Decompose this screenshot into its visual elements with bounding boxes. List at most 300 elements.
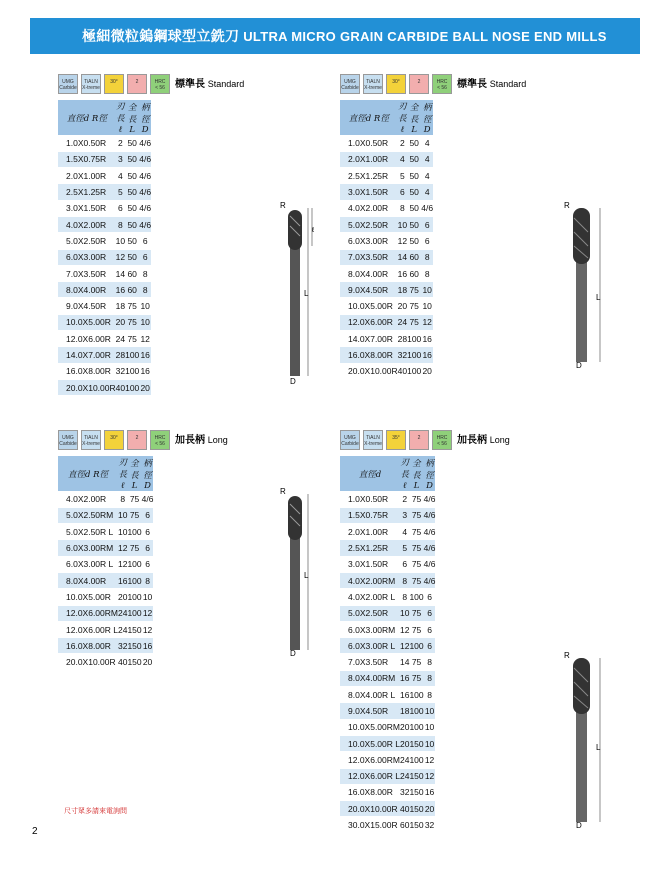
dim-r-4: R	[564, 651, 570, 660]
table-row	[58, 540, 153, 556]
panel-header	[58, 74, 244, 96]
umg-carbide-icon	[58, 74, 78, 94]
umg-carbide-icon	[340, 430, 360, 450]
badge-line: UMG	[344, 435, 356, 441]
table-row	[340, 589, 435, 605]
table-cell: 2.0X1.00R	[340, 151, 398, 167]
table-cell: 8	[139, 265, 151, 281]
table-cell: 40	[118, 654, 127, 670]
table-cell: 50	[407, 233, 421, 249]
table-cell: 10	[421, 298, 433, 314]
badge-line: < 56	[437, 85, 447, 91]
table-cell: 4.0X2.00R	[58, 216, 116, 232]
table-cell: 12.0X6.00R L	[58, 621, 118, 637]
table-cell: 50	[125, 233, 139, 249]
table-row	[58, 363, 151, 379]
flute-count-icon	[409, 74, 429, 94]
table-row	[340, 572, 435, 588]
panel-label	[175, 74, 244, 95]
table-cell: 8	[398, 200, 407, 216]
table-cell: 100	[407, 331, 421, 347]
table-cell: 40	[398, 363, 407, 379]
table-cell: 2	[116, 135, 125, 151]
table-cell: 12	[424, 752, 436, 768]
column-header: 直徑d R徑	[58, 100, 116, 135]
hrc-icon	[432, 74, 452, 94]
table-cell: 3.0X1.50R	[340, 556, 400, 572]
table-cell: 18	[116, 298, 125, 314]
table-row	[58, 135, 151, 151]
table-cell: 32	[118, 638, 127, 654]
panel-label-zh: 加長柄	[457, 435, 487, 446]
table-cell: 75	[409, 605, 423, 621]
table-cell: 32	[400, 784, 409, 800]
table-cell: 20.0X10.00R	[58, 654, 118, 670]
table-cell: 32	[398, 347, 407, 363]
table-cell: 2	[400, 491, 409, 507]
table-cell: 6	[424, 589, 436, 605]
helix-angle: 30°	[110, 79, 118, 85]
table-cell: 4/6	[139, 216, 151, 232]
table-row	[340, 331, 433, 347]
table-cell: 10.0X5.00R L	[340, 735, 400, 751]
table-cell: 28	[398, 331, 407, 347]
table-row	[340, 135, 433, 151]
table-cell: 2.0X1.00R	[340, 524, 400, 540]
table-cell: 12.0X6.00R	[340, 314, 398, 330]
table-row	[58, 379, 151, 395]
table-cell: 12.0X6.00RM	[340, 752, 400, 768]
table-cell: 6.0X3.00RM	[58, 540, 118, 556]
table-cell: 1.0X0.50R	[340, 491, 400, 507]
table-cell: 50	[407, 216, 421, 232]
banner-title-zh: 極細微粒鎢鋼球型立銑刀	[82, 28, 240, 44]
table-cell: 14.0X7.00R	[58, 347, 116, 363]
badge-line: TiALN	[366, 435, 380, 441]
table-row	[340, 687, 435, 703]
table-cell: 100	[127, 589, 141, 605]
helix-angle-icon	[104, 430, 124, 450]
table-cell: 4	[116, 168, 125, 184]
table-cell: 8	[139, 282, 151, 298]
dim-r: R	[280, 201, 286, 210]
badge-line: UMG	[62, 79, 74, 85]
table-cell: 12	[118, 556, 127, 572]
table-cell: 24	[400, 768, 409, 784]
table-row	[58, 556, 153, 572]
table-cell: 8	[400, 572, 409, 588]
table-cell: 8	[116, 216, 125, 232]
table-row	[58, 331, 151, 347]
column-header: 全長 L	[407, 100, 421, 135]
table-cell: 16	[118, 572, 127, 588]
table-cell: 6	[424, 621, 436, 637]
table-row	[340, 801, 435, 817]
table-row	[340, 719, 435, 735]
table-row	[340, 491, 435, 507]
column-header: 柄徑 D	[142, 456, 154, 491]
table-cell: 1.5X0.75R	[58, 151, 116, 167]
table-cell: 6	[139, 249, 151, 265]
table-cell: 10	[424, 719, 436, 735]
column-header: 全長 L	[125, 100, 139, 135]
table-cell: 4.0X2.00R	[58, 491, 118, 507]
table-cell: 4	[398, 151, 407, 167]
table-row	[58, 314, 151, 330]
table-cell: 150	[127, 621, 141, 637]
table-cell: 10	[400, 605, 409, 621]
flute-count-icon	[127, 74, 147, 94]
table-cell: 16	[139, 347, 151, 363]
table-cell: 6.0X3.00R L	[340, 638, 400, 654]
dim-L-3: L	[304, 571, 309, 580]
table-cell: 50	[407, 168, 421, 184]
table-cell: 3.0X1.50R	[58, 200, 116, 216]
table-row	[58, 151, 151, 167]
panel-header	[340, 430, 510, 452]
table-cell: 100	[409, 719, 423, 735]
dim-L-2: L	[596, 293, 601, 302]
table-row	[58, 638, 153, 654]
table-cell: 4/6	[424, 556, 436, 572]
table-cell: 10	[421, 282, 433, 298]
table-cell: 12	[116, 249, 125, 265]
table-cell: 100	[127, 556, 141, 572]
table-cell: 150	[127, 638, 141, 654]
table-cell: 8.0X4.00R	[340, 265, 398, 281]
table-cell: 50	[407, 200, 421, 216]
table-row	[340, 524, 435, 540]
table-cell: 9.0X4.50R	[58, 298, 116, 314]
table-row	[340, 784, 435, 800]
badge-line: < 56	[437, 441, 447, 447]
panel-label	[457, 430, 510, 451]
table-cell: 100	[409, 703, 423, 719]
table-cell: 8	[142, 572, 154, 588]
hrc-icon	[150, 74, 170, 94]
table-row	[58, 347, 151, 363]
table-row	[340, 768, 435, 784]
table-cell: 12	[139, 331, 151, 347]
table-cell: 16	[139, 363, 151, 379]
table-row	[340, 556, 435, 572]
table-cell: 2.0X1.00R	[58, 168, 116, 184]
table-cell: 50	[125, 200, 139, 216]
table-cell: 14.0X7.00R	[340, 331, 398, 347]
banner-title-en: ULTRA MICRO GRAIN CARBIDE BALL NOSE END MILLS	[243, 29, 607, 44]
column-header: 刃長 ℓ	[400, 458, 409, 491]
table-cell: 6	[142, 540, 154, 556]
table-cell: 32	[424, 817, 436, 833]
table-cell: 24	[118, 621, 127, 637]
table-cell: 8	[424, 687, 436, 703]
badge-line: HRC	[154, 79, 166, 85]
table-cell: 75	[409, 556, 423, 572]
table-cell: 10.0X5.00RM	[340, 719, 400, 735]
table-cell: 16	[421, 331, 433, 347]
table-row	[58, 282, 151, 298]
table-row	[58, 168, 151, 184]
table-cell: 16	[421, 347, 433, 363]
table-cell: 24	[118, 605, 127, 621]
table-row	[340, 638, 435, 654]
dim-l: ℓ	[312, 227, 315, 234]
table-cell: 12	[142, 621, 154, 637]
table-cell: 75	[407, 298, 421, 314]
spec-table	[340, 456, 435, 834]
table-row	[340, 168, 433, 184]
table-cell: 6	[421, 233, 433, 249]
badge-line: TiALN	[366, 79, 380, 85]
table-cell: 4/6	[139, 135, 151, 151]
table-row	[58, 200, 151, 216]
dim-r-2: R	[564, 201, 570, 210]
hrc-icon	[432, 430, 452, 450]
table-row	[58, 507, 153, 523]
table-row	[340, 216, 433, 232]
table-row	[340, 184, 433, 200]
table-row	[340, 347, 433, 363]
table-cell: 4/6	[421, 200, 433, 216]
table-cell: 75	[409, 670, 423, 686]
table-row	[340, 540, 435, 556]
umg-carbide-icon	[340, 74, 360, 94]
table-cell: 6	[142, 556, 154, 572]
table-cell: 4	[421, 135, 433, 151]
table-row	[340, 200, 433, 216]
table-cell: 1.0X0.50R	[58, 135, 116, 151]
flute-count: 2	[417, 79, 421, 85]
table-cell: 50	[125, 135, 139, 151]
table-cell: 4/6	[424, 572, 436, 588]
table-cell: 6	[116, 200, 125, 216]
table-cell: 4/6	[142, 491, 154, 507]
table-cell: 5.0X2.50R	[58, 233, 116, 249]
column-header: 刃長 ℓ	[398, 102, 407, 135]
tialn-coating-icon	[81, 430, 101, 450]
table-cell: 12.0X6.00R	[58, 331, 116, 347]
table-cell: 6.0X3.00RM	[340, 621, 400, 637]
tool-drawing-1	[278, 196, 318, 386]
panel-label-en: Standard	[207, 79, 245, 89]
table-cell: 40	[116, 379, 125, 395]
table-row	[340, 670, 435, 686]
table-cell: 12	[400, 621, 409, 637]
table-cell: 12	[421, 314, 433, 330]
dim-L-4: L	[596, 743, 601, 752]
table-cell: 100	[409, 638, 423, 654]
table-cell: 50	[125, 151, 139, 167]
table-cell: 75	[125, 331, 139, 347]
table-cell: 9.0X4.50R	[340, 282, 398, 298]
flute-count-icon	[127, 430, 147, 450]
table-cell: 60	[125, 282, 139, 298]
column-header: 柄徑 D	[139, 100, 151, 135]
table-cell: 2	[398, 135, 407, 151]
table-cell: 12.0X6.00RM	[58, 605, 118, 621]
table-cell: 8.0X4.00R L	[340, 687, 400, 703]
table-cell: 12.0X6.00R L	[340, 768, 400, 784]
table-row	[340, 265, 433, 281]
table-cell: 10	[118, 507, 127, 523]
table-cell: 20.0X10.00R	[58, 379, 116, 395]
table-row	[58, 265, 151, 281]
table-row	[58, 233, 151, 249]
table-cell: 40	[400, 801, 409, 817]
table-cell: 4/6	[424, 507, 436, 523]
panel-header	[58, 430, 228, 452]
table-cell: 14	[400, 654, 409, 670]
table-row	[58, 216, 151, 232]
table-cell: 75	[127, 507, 141, 523]
table-cell: 100	[409, 589, 423, 605]
table-cell: 4/6	[424, 540, 436, 556]
panel-label-zh: 標準長	[175, 79, 205, 90]
table-cell: 10	[116, 233, 125, 249]
table-cell: 16	[142, 638, 154, 654]
panel-label-zh: 標準長	[457, 79, 487, 90]
table-cell: 100	[127, 524, 141, 540]
badge-line: X-treme	[82, 441, 100, 447]
table-cell: 8.0X4.00RM	[340, 670, 400, 686]
table-cell: 20	[116, 314, 125, 330]
flute-count-icon	[409, 430, 429, 450]
table-cell: 100	[125, 347, 139, 363]
table-cell: 12	[400, 638, 409, 654]
panel-header	[340, 74, 526, 96]
table-cell: 75	[125, 298, 139, 314]
table-cell: 8	[424, 654, 436, 670]
table-cell: 4.0X2.00R L	[340, 589, 400, 605]
table-cell: 4.0X2.00RM	[340, 572, 400, 588]
panel-label-en: Long	[489, 435, 510, 445]
table-row	[340, 735, 435, 751]
table-cell: 5.0X2.50R	[340, 605, 400, 621]
table-cell: 6	[424, 638, 436, 654]
table-cell: 8	[424, 670, 436, 686]
table-row	[340, 621, 435, 637]
table-cell: 10	[424, 703, 436, 719]
table-cell: 8	[421, 265, 433, 281]
table-cell: 24	[116, 331, 125, 347]
helix-angle: 35°	[392, 435, 400, 441]
table-cell: 2.5X1.25R	[340, 168, 398, 184]
dim-D-3: D	[290, 649, 296, 658]
tialn-coating-icon	[363, 74, 383, 94]
table-cell: 16.0X8.00R	[340, 347, 398, 363]
table-row	[340, 233, 433, 249]
table-row	[340, 282, 433, 298]
dim-r-3: R	[280, 487, 286, 496]
badge-line: Carbide	[341, 441, 359, 447]
column-header: 柄徑 D	[421, 100, 433, 135]
table-cell: 75	[409, 540, 423, 556]
table-cell: 150	[409, 801, 423, 817]
badge-line: HRC	[154, 435, 166, 441]
table-cell: 10	[398, 216, 407, 232]
table-cell: 10.0X5.00R	[58, 589, 118, 605]
table-cell: 75	[127, 540, 141, 556]
table-cell: 20.0X10.00R	[340, 801, 400, 817]
table-row	[340, 507, 435, 523]
column-header: 直徑d	[340, 456, 400, 491]
table-cell: 20	[400, 735, 409, 751]
footer-note: 尺寸眾多請來電詢問	[64, 808, 127, 815]
badge-line: < 56	[155, 441, 165, 447]
flute-count: 2	[135, 435, 139, 441]
table-cell: 100	[407, 363, 421, 379]
badge-line: < 56	[155, 85, 165, 91]
table-cell: 75	[409, 524, 423, 540]
table-row	[58, 184, 151, 200]
table-cell: 4.0X2.00R	[340, 200, 398, 216]
table-cell: 14	[116, 265, 125, 281]
table-cell: 16.0X8.00R	[58, 363, 116, 379]
table-cell: 100	[125, 379, 139, 395]
spec-table	[58, 100, 151, 396]
hrc-icon	[150, 430, 170, 450]
table-cell: 20	[421, 363, 433, 379]
table-cell: 12	[142, 605, 154, 621]
table-cell: 2.5X1.25R	[58, 184, 116, 200]
tool-drawing-4	[562, 650, 606, 830]
table-cell: 5.0X2.50RM	[58, 507, 118, 523]
table-cell: 6.0X3.00R	[58, 249, 116, 265]
table-cell: 12	[398, 233, 407, 249]
tialn-coating-icon	[81, 74, 101, 94]
umg-carbide-icon	[58, 430, 78, 450]
table-cell: 8.0X4.00R	[58, 572, 118, 588]
badge-line: TiALN	[84, 79, 98, 85]
table-cell: 4	[421, 168, 433, 184]
table-cell: 18	[400, 703, 409, 719]
table-cell: 50	[407, 151, 421, 167]
table-cell: 6	[424, 605, 436, 621]
table-cell: 6.0X3.00R L	[58, 556, 118, 572]
dim-D: D	[290, 377, 296, 386]
table-cell: 18	[398, 282, 407, 298]
table-cell: 75	[409, 654, 423, 670]
table-row	[340, 314, 433, 330]
table-cell: 50	[125, 184, 139, 200]
badge-line: TiALN	[84, 435, 98, 441]
table-cell: 6	[421, 216, 433, 232]
table-cell: 6.0X3.00R	[340, 233, 398, 249]
table-cell: 50	[407, 184, 421, 200]
table-cell: 10	[424, 735, 436, 751]
table-cell: 10	[139, 314, 151, 330]
table-cell: 8	[118, 491, 127, 507]
column-header: 刃長 ℓ	[118, 458, 127, 491]
table-cell: 4	[421, 151, 433, 167]
spec-table	[340, 100, 433, 380]
table-cell: 4/6	[139, 168, 151, 184]
table-cell: 14	[398, 249, 407, 265]
table-cell: 3.0X1.50R	[340, 184, 398, 200]
table-cell: 8	[400, 589, 409, 605]
table-cell: 6	[400, 556, 409, 572]
flute-count: 2	[417, 435, 421, 441]
table-cell: 4	[421, 184, 433, 200]
table-row	[340, 817, 435, 833]
badge-line: HRC	[436, 435, 448, 441]
table-cell: 100	[125, 363, 139, 379]
panel-label	[175, 430, 228, 451]
table-cell: 7.0X3.50R	[340, 249, 398, 265]
table-cell: 75	[409, 572, 423, 588]
table-cell: 16	[400, 670, 409, 686]
table-cell: 6	[142, 507, 154, 523]
